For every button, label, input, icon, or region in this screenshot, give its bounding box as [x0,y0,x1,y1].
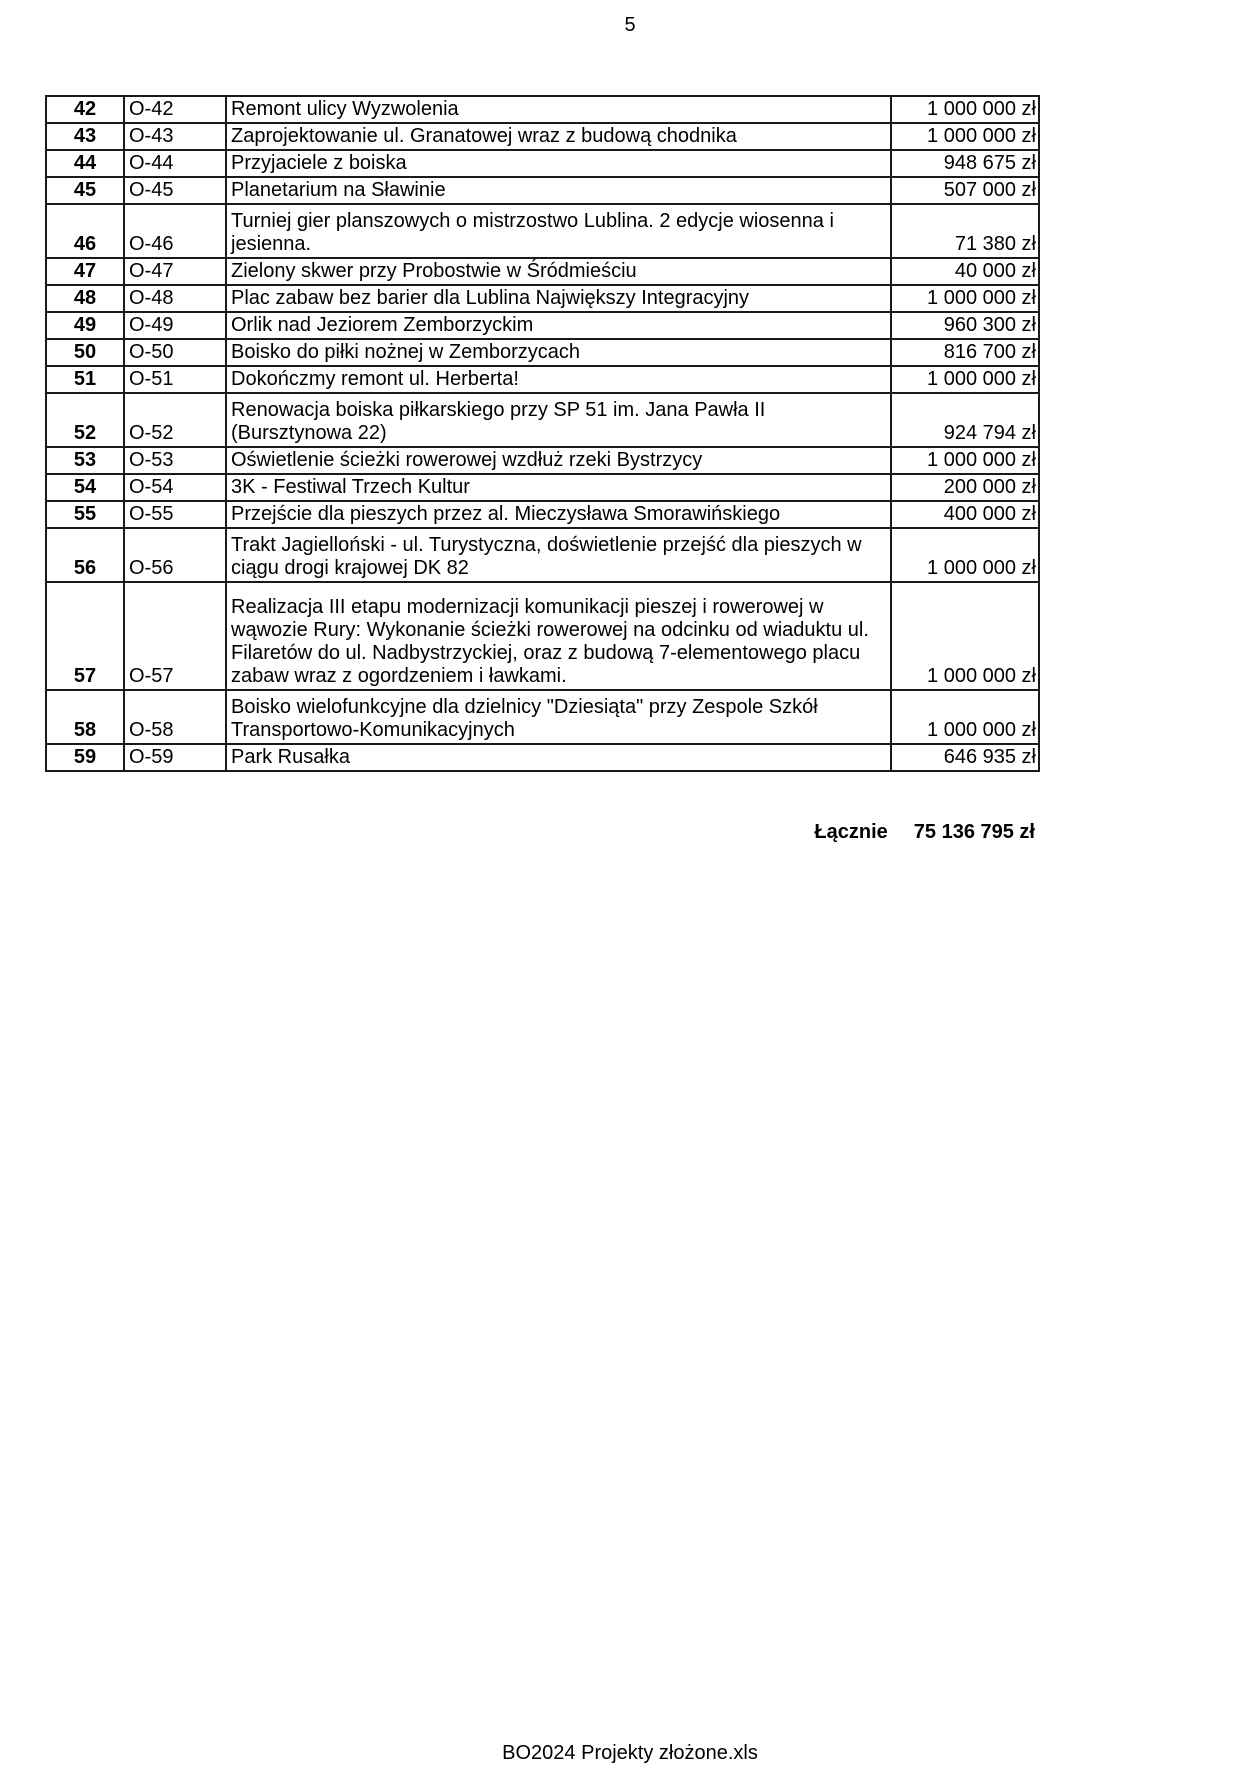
project-amount: 1 000 000 zł [891,366,1039,393]
project-title: Dokończmy remont ul. Herberta! [226,366,891,393]
row-number: 45 [46,177,124,204]
table-row [46,393,1039,447]
project-code: O-55 [124,501,226,528]
project-title: Zaprojektowanie ul. Granatowej wraz z budową chodnika [226,123,891,150]
project-amount: 200 000 zł [891,474,1039,501]
row-number: 48 [46,285,124,312]
project-code: O-58 [124,690,226,744]
table-row [46,366,1039,393]
project-code: O-54 [124,474,226,501]
project-title: Planetarium na Sławinie [226,177,891,204]
total-label: Łącznie [814,821,888,843]
project-amount: 1 000 000 zł [891,285,1039,312]
table-row [46,339,1039,366]
file-footer: BO2024 Projekty złożone.xls [502,1742,758,1764]
row-number: 46 [46,204,124,258]
project-code: O-42 [124,96,226,123]
project-title: Boisko wielofunkcyjne dla dzielnicy "Dziesiąta" przy Zespole Szkół Transportowo-Komunikacyjnych [226,690,891,744]
row-number: 49 [46,312,124,339]
project-amount: 646 935 zł [891,744,1039,771]
table-row [46,123,1039,150]
table-row [46,744,1039,771]
project-amount: 960 300 zł [891,312,1039,339]
table-row [46,528,1039,582]
table-row [46,285,1039,312]
project-title: Renowacja boiska piłkarskiego przy SP 51 im. Jana Pawła II (Bursztynowa 22) [226,393,891,447]
project-code: O-59 [124,744,226,771]
project-title: Plac zabaw bez barier dla Lublina Największy Integracyjny [226,285,891,312]
project-code: O-44 [124,150,226,177]
project-title: Oświetlenie ścieżki rowerowej wzdłuż rzeki Bystrzycy [226,447,891,474]
project-code: O-46 [124,204,226,258]
project-code: O-56 [124,528,226,582]
project-code: O-50 [124,339,226,366]
row-number: 59 [46,744,124,771]
row-number: 43 [46,123,124,150]
project-amount: 1 000 000 zł [891,582,1039,690]
row-number: 44 [46,150,124,177]
row-number: 58 [46,690,124,744]
table-row [46,177,1039,204]
total-value: 75 136 795 zł [913,821,1035,843]
project-title: Orlik nad Jeziorem Zemborzyckim [226,312,891,339]
project-code: O-52 [124,393,226,447]
row-number: 50 [46,339,124,366]
project-title: Trakt Jagielloński - ul. Turystyczna, doświetlenie przejść dla pieszych w ciągu drogi krajowej DK 82 [226,528,891,582]
table-row [46,582,1039,690]
project-title: Realizacja III etapu modernizacji komunikacji pieszej i rowerowej w wąwozie Rury: Wykonanie ścieżki rowerowej na odcinku od wiaduktu ul. Filaretów do ul. Nadbystrzyckiej, oraz z budową 7-elementowego placu zabaw wraz z ogordzeniem i ławkami. [226,582,891,690]
project-amount: 71 380 zł [891,204,1039,258]
project-code: O-45 [124,177,226,204]
project-amount: 1 000 000 zł [891,690,1039,744]
project-amount: 1 000 000 zł [891,447,1039,474]
project-amount: 1 000 000 zł [891,96,1039,123]
table-row [46,150,1039,177]
project-title: Przejście dla pieszych przez al. Mieczysława Smorawińskiego [226,501,891,528]
total-summary [814,821,1035,844]
row-number: 55 [46,501,124,528]
row-number: 52 [46,393,124,447]
row-number: 51 [46,366,124,393]
project-code: O-47 [124,258,226,285]
project-title: Zielony skwer przy Probostwie w Śródmieściu [226,258,891,285]
project-title: Boisko do piłki nożnej w Zemborzycach [226,339,891,366]
table-row [46,447,1039,474]
project-amount: 1 000 000 zł [891,123,1039,150]
project-code: O-57 [124,582,226,690]
row-number: 42 [46,96,124,123]
project-title: Remont ulicy Wyzwolenia [226,96,891,123]
row-number: 57 [46,582,124,690]
project-code: O-51 [124,366,226,393]
table-row [46,501,1039,528]
project-amount: 40 000 zł [891,258,1039,285]
project-amount: 1 000 000 zł [891,528,1039,582]
table-row [46,312,1039,339]
table-row [46,204,1039,258]
row-number: 53 [46,447,124,474]
table-row [46,258,1039,285]
project-title: Park Rusałka [226,744,891,771]
project-code: O-43 [124,123,226,150]
project-amount: 924 794 zł [891,393,1039,447]
row-number: 47 [46,258,124,285]
row-number: 54 [46,474,124,501]
table-row [46,96,1039,123]
table-row [46,690,1039,744]
project-amount: 948 675 zł [891,150,1039,177]
project-title: Przyjaciele z boiska [226,150,891,177]
project-amount: 507 000 zł [891,177,1039,204]
project-amount: 816 700 zł [891,339,1039,366]
row-number: 56 [46,528,124,582]
project-title: Turniej gier planszowych o mistrzostwo Lublina. 2 edycje wiosenna i jesienna. [226,204,891,258]
project-title: 3K - Festiwal Trzech Kultur [226,474,891,501]
project-code: O-53 [124,447,226,474]
page-number: 5 [624,14,636,36]
projects-table [45,95,1040,772]
project-amount: 400 000 zł [891,501,1039,528]
project-code: O-48 [124,285,226,312]
table-row [46,474,1039,501]
project-code: O-49 [124,312,226,339]
